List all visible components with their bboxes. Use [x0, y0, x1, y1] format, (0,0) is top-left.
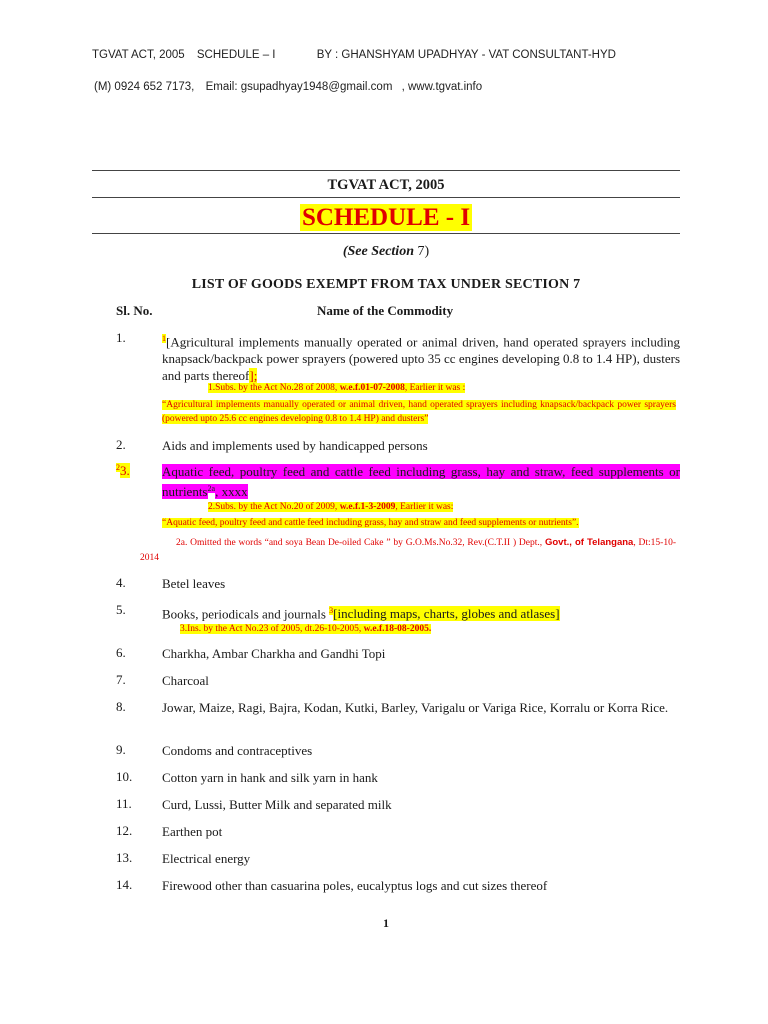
footnote-1-quote: “Agricultural implements manually operated or animal driven, hand operated sprayers including knapsack/backpack power sprayers (powered upto 25.6 cc engines developing 0.8 to 1.4 HP) and dusters”	[162, 400, 676, 424]
item-number: 12.	[116, 823, 133, 838]
amendment-marker: 3	[329, 606, 334, 615]
item-number: $^2$3.	[116, 463, 130, 479]
header-email[interactable]: Email: gsupadhyay1948@gmail.com	[205, 81, 393, 93]
item-text: Charcoal	[162, 673, 209, 688]
title-rule-middle	[92, 197, 680, 198]
running-header	[92, 49, 616, 61]
footnote-1: 1.Subs. by the Act No.28 of 2008, w.e.f.01-07-2008, Earlier it was :	[208, 383, 466, 393]
contact-line	[94, 81, 482, 93]
item-text: Aids and implements used by handicapped persons	[162, 438, 428, 453]
item-text: Earthen pot	[162, 824, 223, 839]
item-text: $^1$[Agricultural implements manually operated or animal driven, hand operated sprayers including knapsack/backpack power sprayers (powered upto 35 cc engines developing 0.8 to 1.4 HP), dusters and parts thereof];	[162, 334, 680, 384]
header-website[interactable]: , www.tgvat.info	[401, 81, 483, 93]
page-number: 1	[383, 916, 389, 930]
item-number: 10.	[116, 769, 133, 784]
item-number: 6.	[116, 645, 126, 660]
footnote-2-quote: “Aquatic feed, poultry feed and cattle feed including grass, hay and straw and feed supplements or nutrients”.	[162, 518, 579, 528]
item-text: Curd, Lussi, Butter Milk and separated milk	[162, 797, 392, 812]
schedule-title-text: SCHEDULE - I	[301, 204, 471, 231]
item-number: 13.	[116, 850, 133, 865]
item-number: 4.	[116, 575, 126, 590]
item-text: Aquatic feed, poultry feed and cattle feed including grass, hay and straw, feed supplements or nutrients$^{2a}$, xxxx	[162, 464, 680, 500]
see-section-number: 7)	[417, 244, 430, 259]
header-schedule: SCHEDULE – I	[196, 49, 276, 61]
item-text: Betel leaves	[162, 576, 226, 591]
item-number: 2.	[116, 437, 126, 452]
column-header-sl-no: Sl. No.	[116, 303, 153, 318]
item-text: Jowar, Maize, Ragi, Bajra, Kodan, Kutki, Barley, Varigalu or Variga Rice, Korralu or Korra Rice.	[162, 700, 669, 715]
header-act: TGVAT ACT, 2005	[92, 49, 185, 61]
column-header-commodity: Name of the Commodity	[317, 303, 454, 318]
footnote-3: 3.Ins. by the Act No.23 of 2005, dt.26-10-2005, w.e.f.18-08-2005.	[180, 624, 432, 634]
see-section-prefix: (See Section	[342, 244, 418, 259]
item-number: 9.	[116, 742, 126, 757]
item-text: Firewood other than casuarina poles, eucalyptus logs and cut sizes thereof	[162, 878, 548, 893]
footnote-2: 2.Subs. by the Act No.20 of 2009, w.e.f.1-3-2009, Earlier it was:	[208, 502, 454, 512]
act-title: TGVAT ACT, 2005	[327, 177, 445, 193]
list-heading: LIST OF GOODS EXEMPT FROM TAX UNDER SECTION 7	[191, 277, 581, 292]
item-text: Condoms and contraceptives	[162, 743, 313, 758]
item-text: Charkha, Ambar Charkha and Gandhi Topi	[162, 646, 386, 661]
header-mobile: (M) 0924 652 7173,	[94, 81, 195, 93]
item-number: 5.	[116, 602, 126, 617]
title-rule-bottom	[92, 233, 680, 234]
header-author: BY : GHANSHYAM UPADHYAY - VAT CONSULTANT-HYD	[316, 49, 616, 61]
see-section	[92, 244, 680, 260]
item-text: Cotton yarn in hank and silk yarn in hank	[162, 770, 378, 785]
item-text: Books, periodicals and journals $^3$[including maps, charts, globes and atlases]	[162, 606, 560, 622]
item-text: Electrical energy	[162, 851, 251, 866]
schedule-title	[92, 204, 680, 232]
item-number: 11.	[116, 796, 132, 811]
title-rule-top	[92, 170, 680, 171]
footnote-2a: 2a. Omitted the words “and soya Bean De-oiled Cake ” by G.O.Ms.No.32, Rev.(C.T.II ) Dept., Govt., of Telangana, Dt:15-10-2014	[140, 537, 676, 563]
amendment-marker: 1	[162, 334, 166, 343]
item-number: 8.	[116, 699, 126, 714]
item-number: 14.	[116, 877, 133, 892]
item-number: 7.	[116, 672, 126, 687]
amendment-marker: 2	[116, 463, 120, 472]
item-number: 1.	[116, 330, 126, 345]
